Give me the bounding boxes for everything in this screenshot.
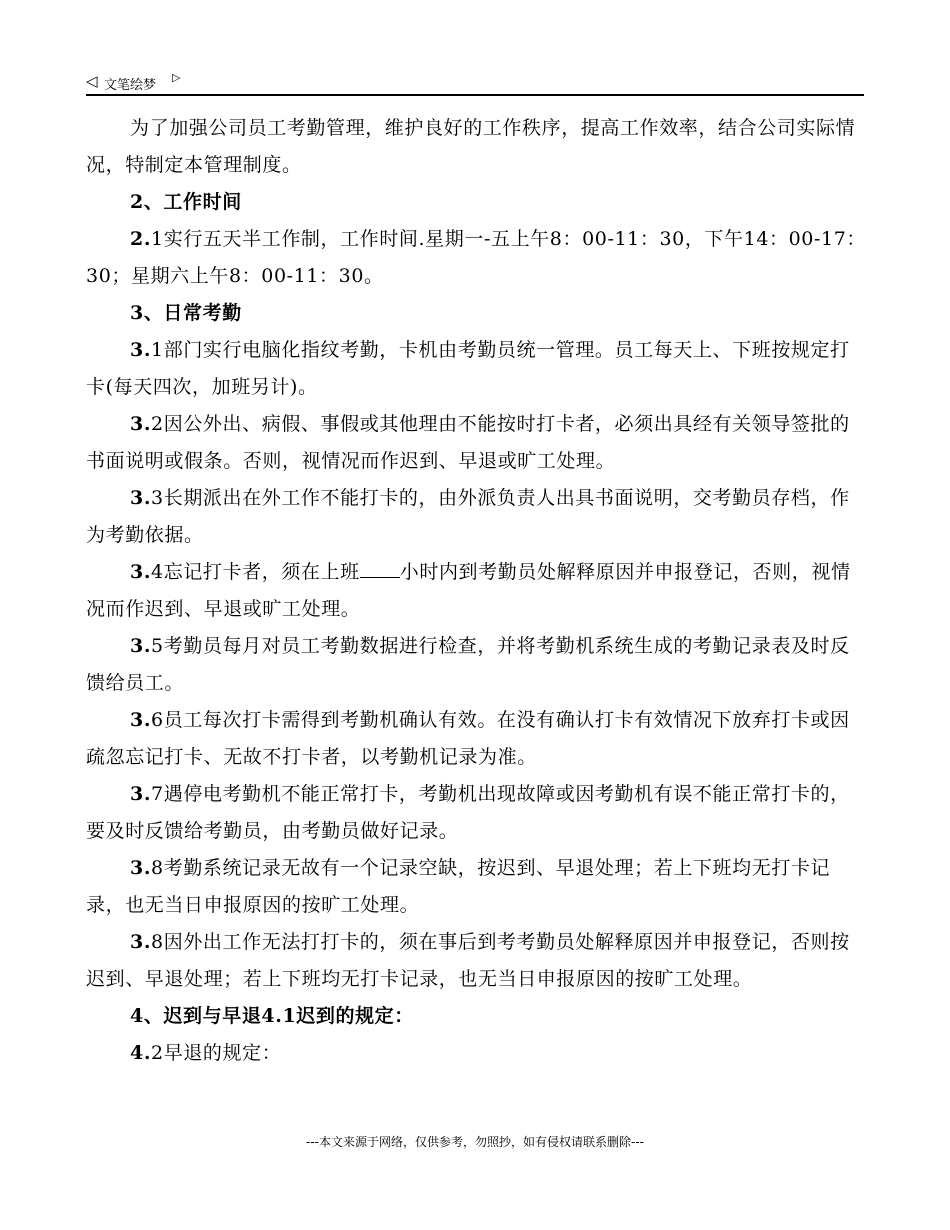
header-brand: 文笔绘梦 — [104, 78, 157, 93]
clause-number: 2. — [130, 228, 152, 250]
paragraph-3-8-b — [86, 924, 866, 998]
fill-in-blank — [360, 561, 400, 578]
clause-text: 4忘记打卡者，须在上班 — [151, 561, 360, 583]
clause-text: 小时内到考勤员处解释原因并申报登记，否则，视情况而作迟到、早退或旷工处理。 — [86, 561, 851, 620]
paragraph-3-5 — [86, 628, 866, 702]
section-heading-attendance: 3、日常考勤 — [130, 302, 242, 324]
right-triangle-icon: ▷ — [172, 71, 181, 84]
footer-notice: ---本文来源于网络，仅供参考，勿照抄，如有侵权请联系删除--- — [306, 1135, 644, 1149]
paragraph-3-6 — [86, 702, 866, 776]
clause-text: 8考勤系统记录无故有一个记录空缺，按迟到、早退处理；若上下班均无打卡记录，也无当日申报原因的按旷工处理。 — [86, 857, 831, 916]
paragraph-3-1 — [86, 332, 866, 406]
paragraph-3-3 — [86, 480, 866, 554]
section-heading-work-time: 2、工作时间 — [130, 191, 242, 213]
clause-number: 3. — [130, 487, 152, 509]
clause-text: 1实行五天半工作制，工作时间.星期一-五上午8：00-11：30，下午14：00-17：30；星期六上午8：00-11：30。 — [86, 228, 866, 287]
clause-number: 3. — [130, 561, 152, 583]
clause-number: 3. — [130, 709, 152, 731]
clause-number: 3. — [130, 857, 152, 879]
section-heading-late-early: 4、迟到与早退4.1迟到的规定： — [130, 1005, 414, 1027]
clause-text: 7遇停电考勤机不能正常打卡，考勤机出现故障或因考勤机有误不能正常打卡的，要及时反馈给考勤员，由考勤员做好记录。 — [86, 783, 850, 842]
document-body — [86, 110, 866, 1072]
clause-number: 3. — [130, 931, 152, 953]
clause-text: 8因外出工作无法打打卡的，须在事后到考考勤员处解释原因并申报登记，否则按迟到、早退处理；若上下班均无打卡记录，也无当日申报原因的按旷工处理。 — [86, 931, 850, 990]
clause-number: 3. — [130, 635, 152, 657]
clause-number: 3. — [130, 339, 152, 361]
clause-number: 3. — [130, 413, 152, 435]
clause-text: 1部门实行电脑化指纹考勤，卡机由考勤员统一管理。员工每天上、下班按规定打卡(每天四次，加班另计)。 — [86, 339, 850, 398]
paragraph-4-2 — [86, 1035, 866, 1072]
clause-number: 4. — [130, 1042, 152, 1064]
clause-text: 2早退的规定： — [151, 1042, 282, 1064]
intro-paragraph: 为了加强公司员工考勤管理，维护良好的工作秩序，提高工作效率，结合公司实际情况，特制定本管理制度。 — [86, 117, 856, 176]
left-triangle-icon: ◁ — [86, 72, 98, 90]
paragraph-2-1 — [86, 221, 866, 295]
clause-text: 6员工每次打卡需得到考勤机确认有效。在没有确认打卡有效情况下放弃打卡或因疏忽忘记打卡、无故不打卡者，以考勤机记录为准。 — [86, 709, 850, 768]
paragraph-3-4 — [86, 554, 866, 628]
clause-text: 2因公外出、病假、事假或其他理由不能按时打卡者，必须出具经有关领导签批的书面说明或假条。否则，视情况而作迟到、早退或旷工处理。 — [86, 413, 850, 472]
clause-text: 3长期派出在外工作不能打卡的，由外派负责人出具书面说明，交考勤员存档，作为考勤依据。 — [86, 487, 850, 546]
clause-number: 3. — [130, 783, 152, 805]
paragraph-3-2 — [86, 406, 866, 480]
paragraph-3-8 — [86, 850, 866, 924]
page-header — [86, 70, 864, 96]
clause-text: 5考勤员每月对员工考勤数据进行检查，并将考勤机系统生成的考勤记录表及时反馈给员工。 — [86, 635, 850, 694]
paragraph-3-7 — [86, 776, 866, 850]
